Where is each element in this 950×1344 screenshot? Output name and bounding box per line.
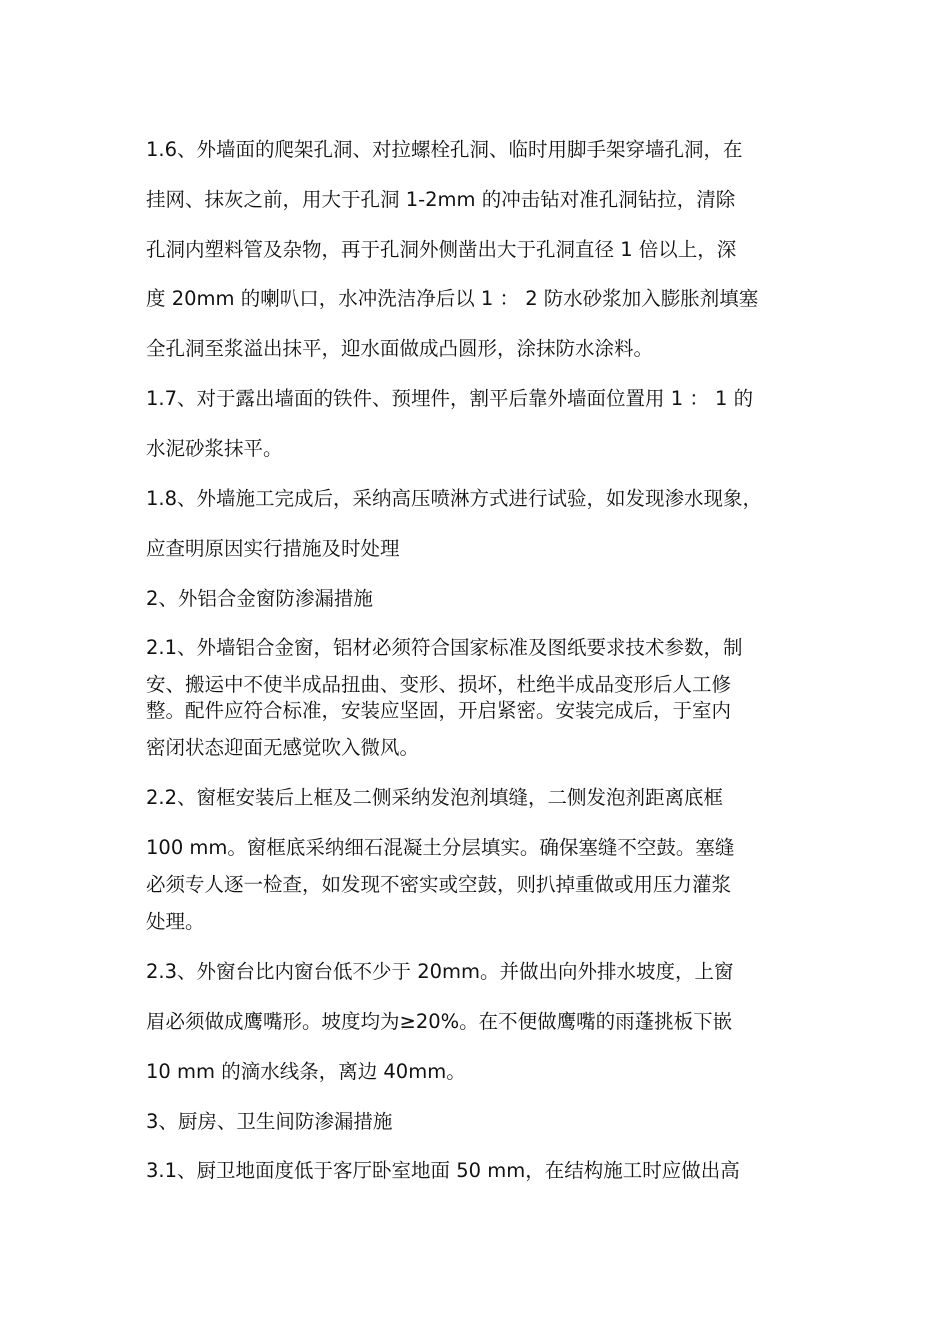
text-line: 100 mm。窗框底采纳细石混凝土分层填实。确保塞缝不空鼓。塞缝	[146, 836, 735, 859]
text-line: 必须专人逐一检查，如发现不密实或空鼓，则扒掉重做或用压力灌浆	[146, 873, 732, 896]
text-line: 2.1、外墙铝合金窗，铝材必须符合国家标准及图纸要求技术参数，制	[146, 636, 743, 659]
text-line: 处理。	[146, 910, 205, 933]
text-line: 1.8、外墙施工完成后，采纳高压喷淋方式进行试验，如发现渗水现象，	[146, 487, 763, 510]
text-line: 1.6、外墙面的爬架孔洞、对拉螺栓孔洞、临时用脚手架穿墙孔洞，在	[146, 138, 743, 161]
section-heading: 3、厨房、卫生间防渗漏措施	[146, 1110, 393, 1133]
section-heading: 2、外铝合金窗防渗漏措施	[146, 587, 373, 610]
text-line: 挂网、抹灰之前，用大于孔洞 1-2mm 的冲击钻对准孔洞钻拉，清除	[146, 188, 736, 211]
text-line: 全孔洞至浆溢出抹平，迎水面做成凸圆形，涂抹防水涂料。	[146, 337, 654, 360]
text-line: 应查明原因实行措施及时处理	[146, 537, 400, 560]
text-line: 2.2、窗框安装后上框及二侧采纳发泡剂填缝，二侧发泡剂距离底框	[146, 786, 724, 809]
text-line: 眉必须做成鹰嘴形。坡度均为≥20%。在不便做鹰嘴的雨蓬挑板下嵌	[146, 1010, 733, 1033]
text-line: 孔洞内塑料管及杂物，再于孔洞外侧凿出大于孔洞直径 1 倍以上，深	[146, 238, 737, 261]
text-line: 度 20mm 的喇叭口，水冲洗洁净后以 1 ： 2 防水砂浆加入膨胀剂填塞	[146, 287, 759, 310]
text-line: 3.1、厨卫地面度低于客厅卧室地面 50 mm，在结构施工时应做出高	[146, 1159, 740, 1182]
text-line: 2.3、外窗台比内窗台低不少于 20mm。并做出向外排水坡度，上窗	[146, 960, 734, 983]
text-line: 安、搬运中不使半成品扭曲、变形、损坏，杜绝半成品变形后人工修	[146, 673, 732, 696]
text-line: 整。配件应符合标准，安装应坚固，开启紧密。安装完成后，于室内	[146, 699, 732, 722]
text-line: 10 mm 的滴水线条，离边 40mm。	[146, 1060, 466, 1083]
text-line: 水泥砂浆抹平。	[146, 437, 283, 460]
text-line: 密闭状态迎面无感觉吹入微风。	[146, 736, 420, 759]
text-line: 1.7、对于露出墙面的铁件、预埋件，割平后靠外墙面位置用 1 ： 1 的	[146, 387, 754, 410]
